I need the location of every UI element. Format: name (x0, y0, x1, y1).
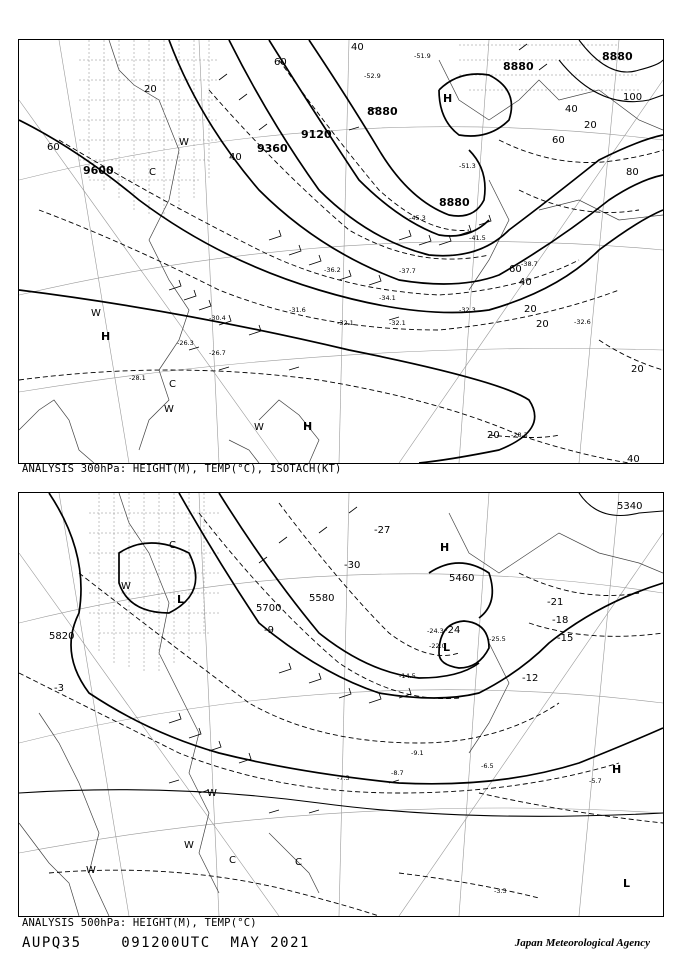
temp-label: -36.2 (324, 266, 341, 274)
temp-label: -45.3 (409, 214, 426, 222)
isotherms-isotachs (19, 60, 663, 463)
map-300hpa (19, 40, 663, 463)
height-label-5460: 5460 (449, 573, 475, 584)
temp-label: -15 (557, 633, 574, 644)
height-contours (19, 493, 663, 816)
temp-label: -41.5 (469, 234, 486, 242)
low-marker: L (177, 593, 185, 606)
isotach-label: 40 (519, 277, 532, 288)
isotach-label: 40 (627, 454, 640, 463)
agency-name: Japan Meteorological Agency (514, 937, 650, 949)
isotach-label: 20 (536, 319, 549, 330)
temp-label: -32.6 (574, 318, 591, 326)
valid-time: 091200UTC (121, 935, 211, 951)
warm-marker: W (207, 788, 217, 799)
isotach-label: 20 (487, 430, 500, 441)
temp-label: -3 (54, 683, 64, 694)
height-label-5340: 5340 (617, 501, 643, 512)
warm-marker: W (91, 308, 101, 319)
isotach-label: 40 (565, 104, 578, 115)
warm-marker: W (86, 865, 96, 876)
height-label-8880: 8880 (439, 196, 470, 209)
isotach-label: 20 (584, 120, 597, 131)
cold-marker: C (229, 855, 236, 866)
temp-label: -32.3 (459, 306, 476, 314)
map-500hpa (19, 493, 663, 916)
graticule (19, 493, 663, 916)
isotach-label: 80 (626, 167, 639, 178)
temp-label: -32.1 (389, 319, 406, 327)
temp-label: -51.9 (414, 52, 431, 60)
temp-label: -18 (552, 615, 569, 626)
isotach-label: 20 (144, 84, 157, 95)
map-panel-300hpa (18, 39, 664, 464)
cold-marker: C (295, 857, 302, 868)
high-marker: H (101, 330, 111, 343)
temp-label: -26.7 (209, 349, 226, 357)
temperature-labels (129, 52, 591, 439)
height-label-8880: 8880 (367, 105, 398, 118)
wind-hatching (89, 493, 219, 673)
temp-label: -37.7 (399, 267, 416, 275)
height-label-9600: 9600 (83, 164, 114, 177)
cold-marker: C (169, 540, 176, 551)
height-label-5580: 5580 (309, 593, 335, 604)
warm-marker: W (184, 840, 194, 851)
isotach-label: 60 (274, 57, 287, 68)
high-marker: H (303, 420, 313, 433)
coastlines (19, 493, 663, 916)
temp-label: -14.5 (399, 672, 416, 680)
height-label-5700: 5700 (256, 603, 282, 614)
warm-marker: W (164, 404, 174, 415)
low-marker: L (623, 877, 631, 890)
temp-label: -9 (264, 625, 274, 636)
temp-label: -9.1 (411, 749, 424, 757)
temp-label: -31.6 (289, 306, 306, 314)
warm-marker: W (254, 422, 264, 433)
temp-label: -8.7 (391, 769, 404, 777)
isotach-label: 100 (623, 92, 643, 103)
high-marker: H (443, 92, 453, 105)
temp-label: -22.0 (429, 642, 446, 650)
temp-label: -3.3 (494, 887, 507, 895)
temp-label: -38.7 (521, 260, 538, 268)
warm-marker: W (121, 581, 131, 592)
temperature-labels (54, 525, 602, 895)
isotach-label: 20 (631, 364, 644, 375)
temp-label: -21 (547, 597, 564, 608)
isotach-label: 40 (229, 152, 242, 163)
height-label-9360: 9360 (257, 142, 288, 155)
isotach-label: 40 (351, 42, 364, 53)
height-label-9120: 9120 (301, 128, 332, 141)
cold-marker: C (169, 379, 176, 390)
temp-label: -24.3 (427, 627, 444, 635)
temp-label: -12 (522, 673, 539, 684)
chart-code: AUPQ35 (22, 935, 82, 951)
cold-marker: C (149, 167, 156, 178)
high-marker: H (440, 541, 450, 554)
high-marker: H (612, 763, 622, 776)
height-label-5820: 5820 (49, 631, 75, 642)
temp-label: -30 (344, 560, 361, 571)
temp-label: -24 (444, 625, 461, 636)
height-label-8880: 8880 (602, 50, 633, 63)
warm-marker: W (179, 137, 189, 148)
caption-300hpa: ANALYSIS 300hPa: HEIGHT(M), TEMP(°C), ISOTACH(KT) (22, 463, 342, 475)
temp-label: -28.1 (129, 374, 146, 382)
temp-label: -30.4 (209, 314, 226, 322)
temp-label: -27 (374, 525, 391, 536)
isotach-label: 60 (509, 264, 522, 275)
temp-label: -25.5 (489, 635, 506, 643)
temp-label: -51.3 (459, 162, 476, 170)
map-panel-500hpa (18, 492, 664, 917)
low-marker: L (443, 641, 451, 654)
temp-label: -26.3 (177, 339, 194, 347)
temp-label: -52.9 (364, 72, 381, 80)
temp-label: -34.1 (379, 294, 396, 302)
month-year: MAY 2021 (230, 935, 310, 951)
isotach-label: 20 (524, 304, 537, 315)
isotach-label: 60 (552, 135, 565, 146)
height-label-8880: 8880 (503, 60, 534, 73)
temp-label: -32.1 (337, 319, 354, 327)
isotach-label: 60 (47, 142, 60, 153)
caption-500hpa: ANALYSIS 500hPa: HEIGHT(M), TEMP(°C) (22, 917, 257, 929)
temp-label: -28.3 (511, 431, 528, 439)
temp-label: -5.7 (589, 777, 602, 785)
chart-identifier (22, 935, 310, 951)
temp-label: -7.3 (337, 774, 350, 782)
temp-label: -6.5 (481, 762, 494, 770)
system-markers (86, 540, 630, 890)
isotach-labels (47, 42, 644, 463)
